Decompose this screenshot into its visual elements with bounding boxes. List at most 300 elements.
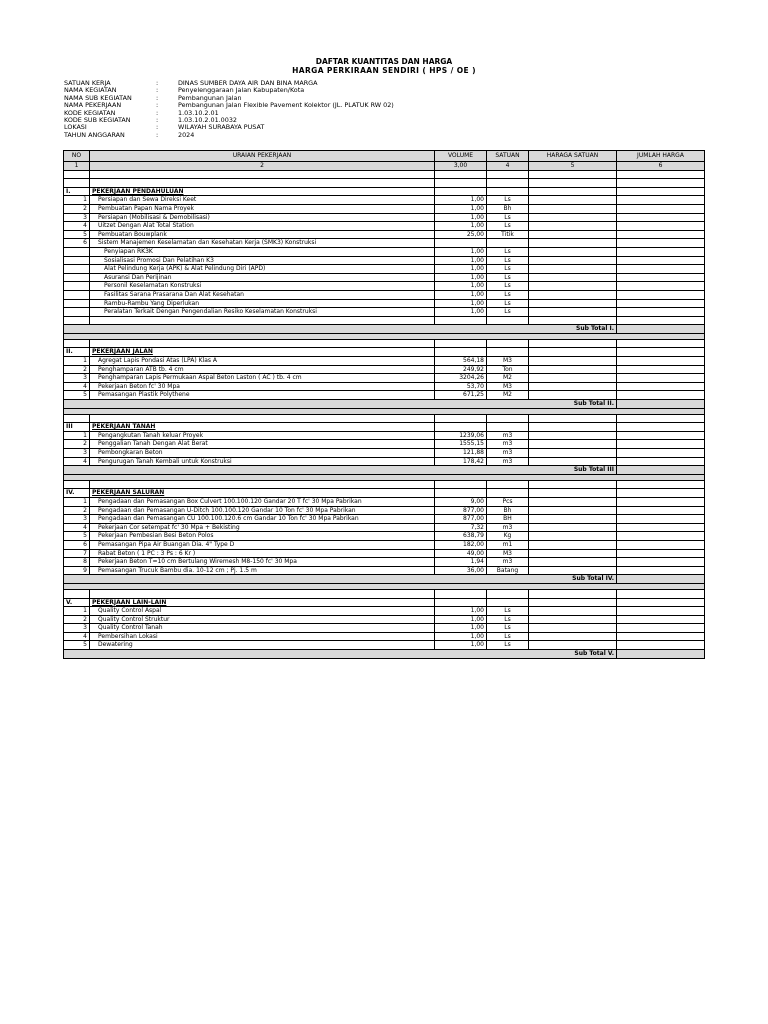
header-unit-price: HARAGA SATUAN — [529, 151, 617, 162]
item-unit: m3 — [487, 558, 529, 567]
info-label: TAHUN ANGGARAN — [64, 131, 125, 139]
empty-cell — [529, 414, 617, 423]
item-volume: 1555,15 — [435, 440, 487, 449]
item-unit-price — [529, 440, 617, 449]
item-description: Pengangkutan Tanah keluar Proyek — [90, 431, 435, 440]
table-row — [64, 196, 705, 205]
item-volume: 1,00 — [435, 247, 487, 256]
item-unit: m1 — [487, 540, 529, 549]
subtotal-label: Sub Total IV. — [64, 575, 617, 584]
info-colon: : — [156, 123, 159, 132]
table-row — [64, 382, 705, 391]
table-row — [64, 365, 705, 374]
item-volume: 3204,26 — [435, 374, 487, 383]
item-total-price — [617, 532, 705, 541]
header-total-price: JUMLAH HARGA — [617, 151, 705, 162]
item-unit-price — [529, 431, 617, 440]
empty-cell — [64, 339, 90, 348]
item-description: Pembongkaran Beton — [90, 449, 435, 458]
empty-cell — [617, 589, 705, 598]
item-volume: 1,00 — [435, 265, 487, 274]
section-number: I. — [64, 187, 90, 196]
header-volume: VOLUME — [435, 151, 487, 162]
item-volume: 36,00 — [435, 566, 487, 575]
subtotal-label: Sub Total III — [64, 466, 617, 475]
colnum-5: 5 — [529, 162, 617, 171]
item-number — [64, 265, 90, 274]
item-total-price — [617, 273, 705, 282]
item-unit: M3 — [487, 382, 529, 391]
subtotal-label: Sub Total II. — [64, 400, 617, 409]
item-volume: 1,00 — [435, 213, 487, 222]
item-unit-price — [529, 247, 617, 256]
item-unit: M3 — [487, 357, 529, 366]
empty-cell — [617, 598, 705, 607]
item-unit-price — [529, 308, 617, 317]
table-row — [64, 230, 705, 239]
item-number: 4 — [64, 523, 90, 532]
table-row — [64, 299, 705, 308]
subtotal-row — [64, 400, 705, 409]
empty-cell — [529, 589, 617, 598]
section-number: III — [64, 423, 90, 432]
empty-cell — [487, 414, 529, 423]
quantity-price-table — [63, 150, 705, 659]
empty-cell — [64, 414, 90, 423]
item-unit: Ls — [487, 265, 529, 274]
item-unit: Ls — [487, 624, 529, 633]
item-unit: m3 — [487, 431, 529, 440]
item-total-price — [617, 449, 705, 458]
item-unit: Ls — [487, 213, 529, 222]
table-row — [64, 497, 705, 506]
section-number: II. — [64, 348, 90, 357]
item-unit: Batang — [487, 566, 529, 575]
item-description: Penghamparan Lapis Permukaan Aspal Beton Laston ( AC ) tb. 4 cm — [90, 374, 435, 383]
item-total-price — [617, 632, 705, 641]
item-volume: 1,00 — [435, 222, 487, 231]
item-number: 6 — [64, 239, 90, 248]
item-volume: 1,00 — [435, 632, 487, 641]
empty-cell — [487, 339, 529, 348]
item-number: 5 — [64, 230, 90, 239]
info-label: NAMA KEGIATAN — [64, 87, 117, 95]
item-unit: Ls — [487, 641, 529, 650]
info-row — [64, 102, 394, 109]
empty-cell — [617, 316, 705, 325]
item-description: Pengadaan dan Pemasangan Box Culvert 100.100.120 Gandar 20 T fc' 30 Mpa Pabrikan — [90, 497, 435, 506]
header-unit: SATUAN — [487, 151, 529, 162]
table-row — [64, 391, 705, 400]
empty-cell — [529, 489, 617, 498]
item-description: Sosialisasi Promosi Dan Pelatihan K3 — [90, 256, 435, 265]
info-value: DINAS SUMBER DAYA AIR DAN BINA MARGA — [178, 79, 318, 87]
item-description: Penggalian Tanah Dengan Alat Berat — [90, 440, 435, 449]
item-total-price — [617, 549, 705, 558]
subtotal-value — [617, 575, 705, 584]
section-title: PEKERJAAN PENDAHULUAN — [90, 187, 435, 196]
item-total-price — [617, 457, 705, 466]
item-description: Pekerjaan Beton T=10 cm Bertulang Wiremesh M8-150 fc' 30 Mpa — [90, 558, 435, 567]
item-description: Asuransi Dan Perijinan — [90, 273, 435, 282]
empty-cell — [529, 179, 617, 188]
item-total-price — [617, 624, 705, 633]
info-colon: : — [156, 79, 159, 87]
table-row — [64, 506, 705, 515]
item-description: Fasilitas Sarana Prasarana Dan Alat Kesehatan — [90, 290, 435, 299]
item-volume: 877,00 — [435, 506, 487, 515]
table-row — [64, 431, 705, 440]
info-label: NAMA PEKERJAAN — [64, 102, 122, 110]
empty-cell — [64, 589, 90, 598]
empty-cell — [90, 414, 435, 423]
empty-cell — [529, 348, 617, 357]
table-header-row — [64, 151, 705, 162]
empty-cell — [64, 480, 90, 489]
table-row — [64, 256, 705, 265]
subtotal-label: Sub Total V. — [64, 650, 617, 659]
section-header-row — [64, 598, 705, 607]
info-label: KODE KEGIATAN — [64, 109, 116, 117]
item-unit-price — [529, 532, 617, 541]
empty-cell — [435, 598, 487, 607]
info-colon: : — [156, 93, 159, 102]
item-total-price — [617, 440, 705, 449]
item-unit-price — [529, 213, 617, 222]
item-total-price — [617, 566, 705, 575]
item-unit: Titik — [487, 230, 529, 239]
item-unit-price — [529, 449, 617, 458]
item-number: 1 — [64, 607, 90, 616]
item-description: Quality Control Tanah — [90, 624, 435, 633]
item-unit-price — [529, 365, 617, 374]
item-volume: 1,00 — [435, 641, 487, 650]
section-title: PEKERJAAN LAIN-LAIN — [90, 598, 435, 607]
empty-cell — [90, 179, 435, 188]
item-total-price — [617, 558, 705, 567]
blank-row — [64, 179, 705, 188]
section-title: PEKERJAAN TANAH — [90, 423, 435, 432]
item-unit-price — [529, 204, 617, 213]
item-number — [64, 308, 90, 317]
section-title: PEKERJAAN JALAN — [90, 348, 435, 357]
empty-cell — [435, 423, 487, 432]
table-row — [64, 308, 705, 317]
empty-cell — [487, 179, 529, 188]
item-volume: 249,92 — [435, 365, 487, 374]
item-unit-price — [529, 497, 617, 506]
item-number: 2 — [64, 365, 90, 374]
item-unit: m3 — [487, 457, 529, 466]
empty-cell — [435, 170, 487, 179]
table-row — [64, 566, 705, 575]
item-total-price — [617, 196, 705, 205]
item-number: 3 — [64, 449, 90, 458]
item-description: Quality Control Struktur — [90, 615, 435, 624]
item-unit: m3 — [487, 440, 529, 449]
item-unit-price — [529, 540, 617, 549]
item-unit: M2 — [487, 374, 529, 383]
subtotal-label: Sub Total I. — [64, 325, 617, 334]
info-value: Pembangunan Jalan Flexible Pavement Kolektor (JL. PLATUK RW 02) — [178, 101, 394, 110]
table-row — [64, 532, 705, 541]
info-row — [64, 124, 394, 131]
blank-row — [64, 170, 705, 179]
item-description: Pemasangan Plastik Polythene — [90, 391, 435, 400]
item-total-price — [617, 256, 705, 265]
item-unit: Ls — [487, 222, 529, 231]
item-unit-price — [529, 299, 617, 308]
item-unit-price — [529, 282, 617, 291]
item-number: 4 — [64, 382, 90, 391]
table-row — [64, 615, 705, 624]
item-unit: Ls — [487, 308, 529, 317]
header-no: NO — [64, 151, 90, 162]
item-unit-price — [529, 382, 617, 391]
item-unit: Ls — [487, 247, 529, 256]
empty-cell — [529, 423, 617, 432]
item-description: Pengurugan Tanah Kembali untuk Konstruksi — [90, 457, 435, 466]
section-header-row — [64, 489, 705, 498]
item-description: Quality Control Aspal — [90, 607, 435, 616]
section-header-row — [64, 187, 705, 196]
section-number: V. — [64, 598, 90, 607]
section-header-row — [64, 423, 705, 432]
info-value: Penyelenggaraan Jalan Kabupaten/Kota — [178, 86, 305, 95]
table-row — [64, 247, 705, 256]
empty-cell — [435, 489, 487, 498]
item-total-price — [617, 204, 705, 213]
item-volume: 1,00 — [435, 615, 487, 624]
item-unit-price — [529, 222, 617, 231]
item-total-price — [617, 265, 705, 274]
empty-cell — [617, 170, 705, 179]
item-number: 4 — [64, 632, 90, 641]
info-value: 2024 — [178, 130, 195, 139]
info-row — [64, 132, 394, 139]
empty-cell — [617, 414, 705, 423]
item-unit-price — [529, 607, 617, 616]
table-row — [64, 265, 705, 274]
item-number: 1 — [64, 357, 90, 366]
item-unit-price — [529, 558, 617, 567]
info-colon: : — [156, 86, 159, 95]
item-total-price — [617, 607, 705, 616]
empty-cell — [617, 179, 705, 188]
document-subtitle: HARGA PERKIRAAN SENDIRI ( HPS / OE ) — [292, 66, 476, 75]
table-row — [64, 632, 705, 641]
item-unit: BH — [487, 515, 529, 524]
table-row — [64, 523, 705, 532]
item-number: 3 — [64, 624, 90, 633]
item-unit-price — [529, 632, 617, 641]
info-label: SATUAN KERJA — [64, 80, 111, 87]
item-number — [64, 247, 90, 256]
table-row — [64, 607, 705, 616]
table-row — [64, 457, 705, 466]
item-volume: 564,18 — [435, 357, 487, 366]
item-number: 3 — [64, 515, 90, 524]
item-description: Persiapan dan Sewa Direksi Keet — [90, 196, 435, 205]
item-unit-price — [529, 549, 617, 558]
item-volume: 1,00 — [435, 256, 487, 265]
item-description: Pekerjaan Beton fc' 30 Mpa — [90, 382, 435, 391]
empty-cell — [529, 480, 617, 489]
item-total-price — [617, 497, 705, 506]
item-unit: M2 — [487, 391, 529, 400]
item-number: 3 — [64, 374, 90, 383]
empty-cell — [64, 170, 90, 179]
item-unit: Ls — [487, 615, 529, 624]
item-unit-price — [529, 265, 617, 274]
empty-cell — [487, 187, 529, 196]
colnum-3: 3,00 — [435, 162, 487, 171]
empty-cell — [529, 170, 617, 179]
blank-row — [64, 480, 705, 489]
item-description: Pekerjaan Pembesian Besi Beton Polos — [90, 532, 435, 541]
item-unit: Ls — [487, 299, 529, 308]
item-number: 2 — [64, 615, 90, 624]
item-number: 7 — [64, 549, 90, 558]
empty-cell — [487, 589, 529, 598]
item-unit: Bh — [487, 204, 529, 213]
item-unit-price — [529, 523, 617, 532]
item-unit-price — [529, 457, 617, 466]
empty-cell — [90, 480, 435, 489]
item-number: 5 — [64, 641, 90, 650]
item-total-price — [617, 431, 705, 440]
item-total-price — [617, 239, 705, 248]
empty-cell — [64, 316, 90, 325]
item-volume: 1,00 — [435, 624, 487, 633]
subtotal-row — [64, 325, 705, 334]
item-total-price — [617, 299, 705, 308]
item-description: Uitzet Dengan Alat Total Station — [90, 222, 435, 231]
empty-cell — [617, 423, 705, 432]
table-row — [64, 357, 705, 366]
item-description: Pemasangan Pipa Air Buangan Dia. 4" Type D — [90, 540, 435, 549]
item-volume: 121,88 — [435, 449, 487, 458]
table-row — [64, 624, 705, 633]
empty-cell — [435, 316, 487, 325]
item-volume: 9,00 — [435, 497, 487, 506]
item-unit-price — [529, 230, 617, 239]
item-volume: 1,00 — [435, 290, 487, 299]
item-volume: 53,70 — [435, 382, 487, 391]
item-total-price — [617, 290, 705, 299]
info-colon: : — [156, 108, 159, 117]
empty-cell — [487, 480, 529, 489]
item-volume: 1,00 — [435, 299, 487, 308]
empty-cell — [90, 589, 435, 598]
empty-cell — [529, 187, 617, 196]
item-unit-price — [529, 506, 617, 515]
empty-cell — [617, 348, 705, 357]
item-number: 9 — [64, 566, 90, 575]
table-row — [64, 273, 705, 282]
item-description: Peralatan Terkait Dengan Pengendalian Resiko Keselamatan Konstruksi — [90, 308, 435, 317]
item-unit-price — [529, 515, 617, 524]
item-number: 5 — [64, 391, 90, 400]
item-volume: 1239,06 — [435, 431, 487, 440]
item-number: 4 — [64, 457, 90, 466]
item-description: Dewatering — [90, 641, 435, 650]
item-total-price — [617, 247, 705, 256]
item-unit: Ls — [487, 290, 529, 299]
header-description: URAIAN PEKERJAAN — [90, 151, 435, 162]
colnum-2: 2 — [90, 162, 435, 171]
item-unit: Ls — [487, 273, 529, 282]
info-colon: : — [156, 101, 159, 110]
empty-cell — [617, 187, 705, 196]
item-unit: Pcs — [487, 497, 529, 506]
item-number — [64, 273, 90, 282]
info-value: Pembangunan Jalan — [178, 93, 242, 102]
item-volume: 7,32 — [435, 523, 487, 532]
table-row — [64, 440, 705, 449]
item-unit-price — [529, 641, 617, 650]
table-row — [64, 204, 705, 213]
info-label: KODE SUB KEGIATAN — [64, 117, 131, 125]
item-total-price — [617, 230, 705, 239]
empty-cell — [90, 339, 435, 348]
item-description: Sistem Manajemen Keselamatan dan Kesehatan Kerja (SMK3) Konstruksi — [90, 239, 435, 248]
item-total-price — [617, 523, 705, 532]
item-volume: 638,79 — [435, 532, 487, 541]
subtotal-value — [617, 650, 705, 659]
empty-cell — [487, 348, 529, 357]
section-title: PEKERJAAN SALURAN — [90, 489, 435, 498]
subtotal-value — [617, 466, 705, 475]
item-volume: 1,94 — [435, 558, 487, 567]
section-number: IV. — [64, 489, 90, 498]
empty-cell — [529, 598, 617, 607]
project-info — [64, 80, 394, 139]
subtotal-value — [617, 325, 705, 334]
empty-cell — [435, 179, 487, 188]
empty-cell — [435, 480, 487, 489]
item-description: Penghamparan ATB tb. 4 cm — [90, 365, 435, 374]
empty-cell — [617, 339, 705, 348]
item-unit: m3 — [487, 523, 529, 532]
table-row — [64, 222, 705, 231]
table-row — [64, 449, 705, 458]
item-unit-price — [529, 273, 617, 282]
item-description: Agregat Lapis Pondasi Atas (LPA) Klas A — [90, 357, 435, 366]
item-unit: Ls — [487, 196, 529, 205]
item-total-price — [617, 506, 705, 515]
item-volume: 1,00 — [435, 204, 487, 213]
empty-cell — [487, 423, 529, 432]
item-description: Persiapan (Mobilisasi & Demobilisasi) — [90, 213, 435, 222]
info-label: NAMA SUB KEGIATAN — [64, 94, 132, 102]
blank-row — [64, 589, 705, 598]
item-description: Alat Pelindung Kerja (APK) & Alat Pelindung Diri (APD) — [90, 265, 435, 274]
item-number: 5 — [64, 532, 90, 541]
item-total-price — [617, 365, 705, 374]
item-description: Pembuatan Papan Nama Proyek — [90, 204, 435, 213]
document-title: DAFTAR KUANTITAS DAN HARGA — [315, 57, 453, 66]
info-value: 1.03.10.2.01.0032 — [178, 116, 237, 125]
item-total-price — [617, 391, 705, 400]
item-total-price — [617, 540, 705, 549]
item-number — [64, 282, 90, 291]
item-total-price — [617, 282, 705, 291]
item-total-price — [617, 308, 705, 317]
empty-cell — [487, 598, 529, 607]
empty-cell — [435, 339, 487, 348]
item-unit-price — [529, 624, 617, 633]
